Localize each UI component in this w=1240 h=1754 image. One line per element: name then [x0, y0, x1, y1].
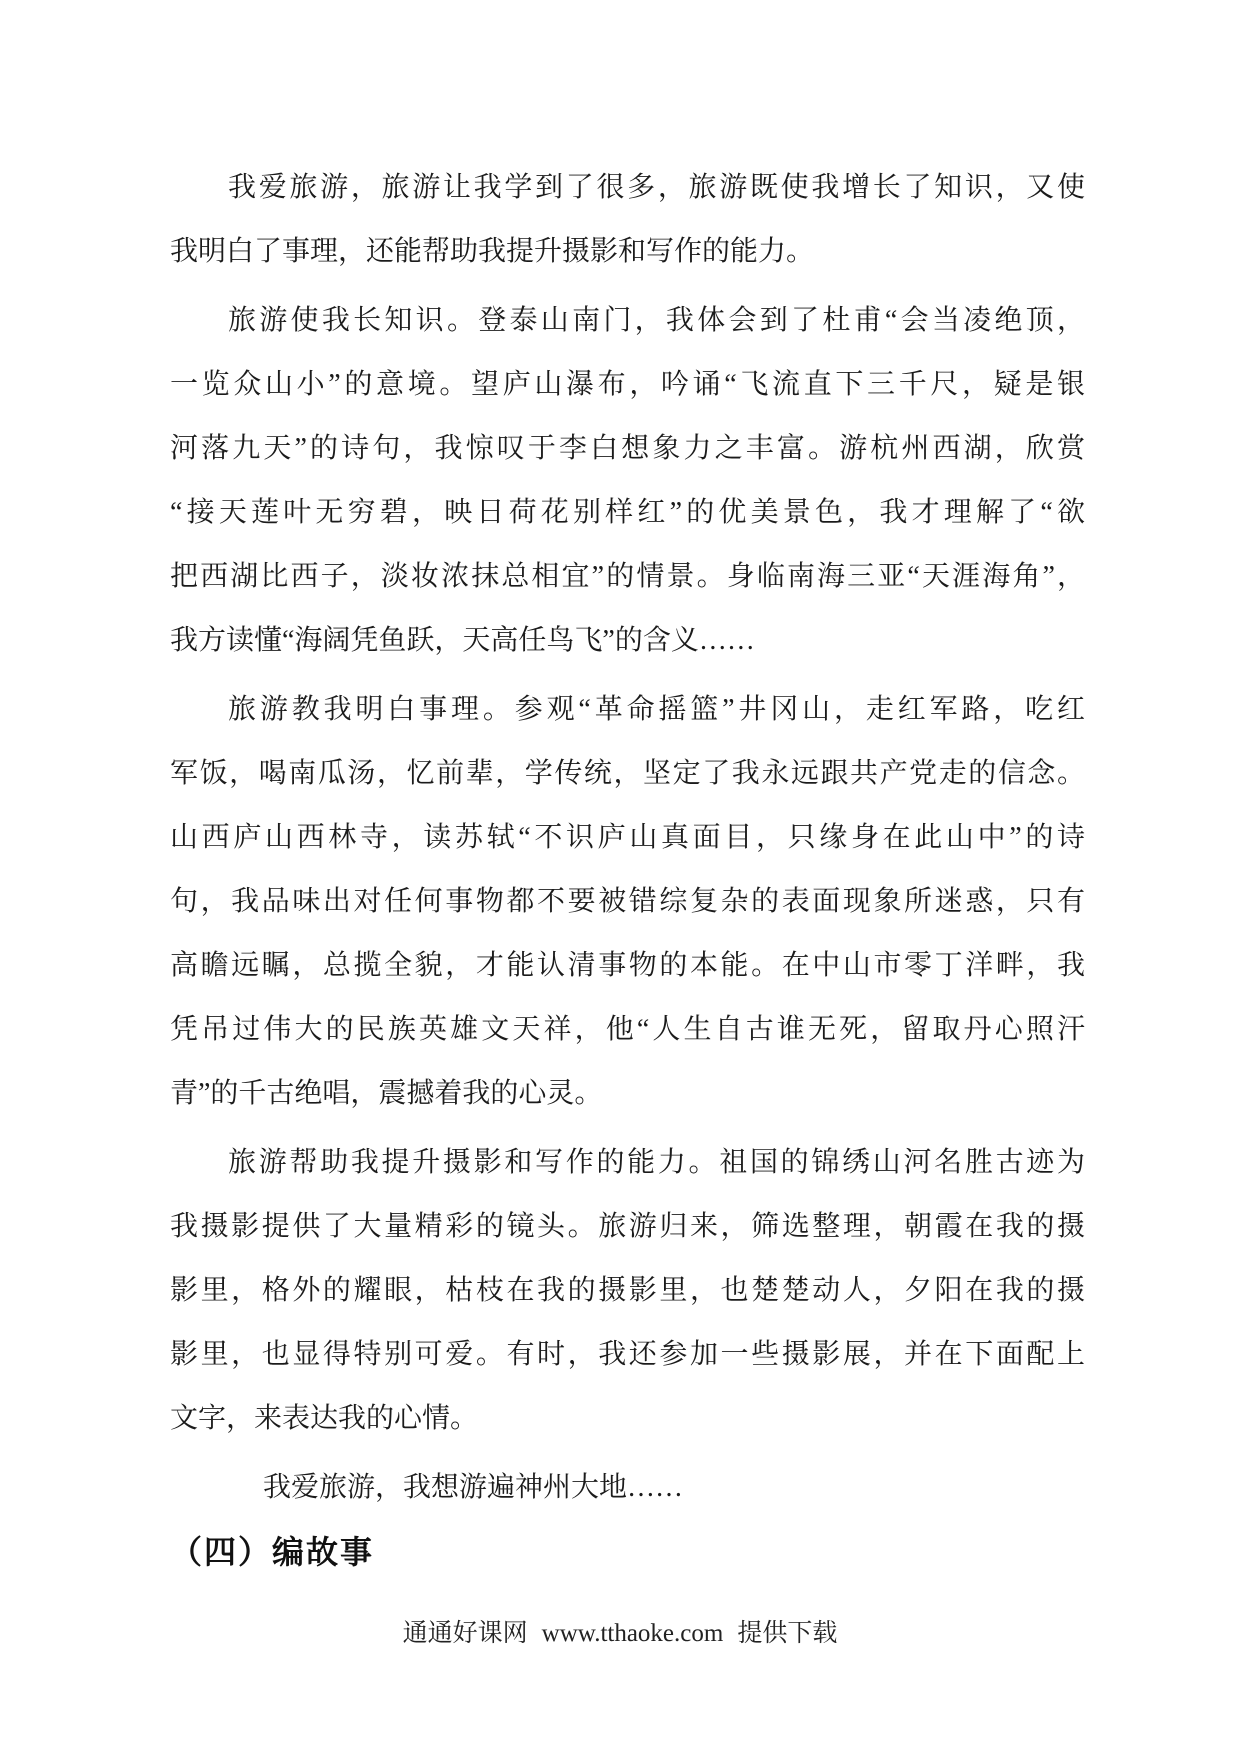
text-line: 军饭，喝南瓜汤，忆前辈，学传统，坚定了我永远跟共产党走的信念。	[170, 758, 1085, 789]
text-line: 文字，来表达我的心情。	[170, 1403, 479, 1434]
text-line: 我爱旅游，我想游遍神州大地……	[263, 1472, 684, 1503]
text-line: 凭吊过伟大的民族英雄文天祥，他“人生自古谁无死，留取丹心照汗	[170, 1014, 1085, 1045]
page-footer	[0, 1614, 1240, 1654]
text-line: 一览众山小”的意境。望庐山瀑布，吟诵“飞流直下三千尺，疑是银	[170, 369, 1085, 400]
text-line: 旅游帮助我提升摄影和写作的能力。祖国的锦绣山河名胜古迹为	[228, 1147, 1085, 1178]
text-line: “接天莲叶无穷碧，映日荷花别样红”的优美景色，我才理解了“欲	[170, 497, 1085, 528]
text-line: 影里，也显得特别可爱。有时，我还参加一些摄影展，并在下面配上	[170, 1339, 1085, 1370]
footer-suffix: 提供下载	[737, 1620, 838, 1647]
essay-body	[170, 156, 1085, 1584]
section-heading: （四）编故事	[170, 1534, 375, 1570]
text-line: 我明白了事理，还能帮助我提升摄影和写作的能力。	[170, 236, 815, 267]
text-line: 我摄影提供了大量精彩的镜头。旅游归来，筛选整理，朝霞在我的摄	[170, 1211, 1085, 1242]
paragraph-lines	[170, 156, 1085, 1520]
text-line: 句，我品味出对任何事物都不要被错综复杂的表面现象所迷惑，只有	[170, 886, 1085, 917]
text-line: 山西庐山西林寺，读苏轼“不识庐山真面目，只缘身在此山中”的诗	[170, 822, 1085, 853]
text-line: 旅游教我明白事理。参观“革命摇篮”井冈山，走红军路，吃红	[228, 694, 1085, 725]
text-line: 高瞻远瞩，总揽全貌，才能认清事物的本能。在中山市零丁洋畔，我	[170, 950, 1085, 981]
text-line: 旅游使我长知识。登泰山南门，我体会到了杜甫“会当凌绝顶，	[228, 305, 1085, 336]
text-line: 我方读懂“海阔凭鱼跃，天高任鸟飞”的含义……	[170, 625, 755, 656]
footer-site-name: 通通好课网	[402, 1620, 528, 1647]
text-line: 河落九天”的诗句，我惊叹于李白想象力之丰富。游杭州西湖，欣赏	[170, 433, 1085, 464]
text-line: 把西湖比西子，淡妆浓抹总相宜”的情景。身临南海三亚“天涯海角”，	[170, 561, 1085, 592]
text-line: 影里，格外的耀眼，枯枝在我的摄影里，也楚楚动人，夕阳在我的摄	[170, 1275, 1085, 1306]
text-line: 青”的千古绝唱，震撼着我的心灵。	[170, 1078, 603, 1109]
footer-url: www.tthaoke.com	[541, 1620, 724, 1647]
text-line: 我爱旅游，旅游让我学到了很多，旅游既使我增长了知识，又使	[228, 172, 1085, 203]
